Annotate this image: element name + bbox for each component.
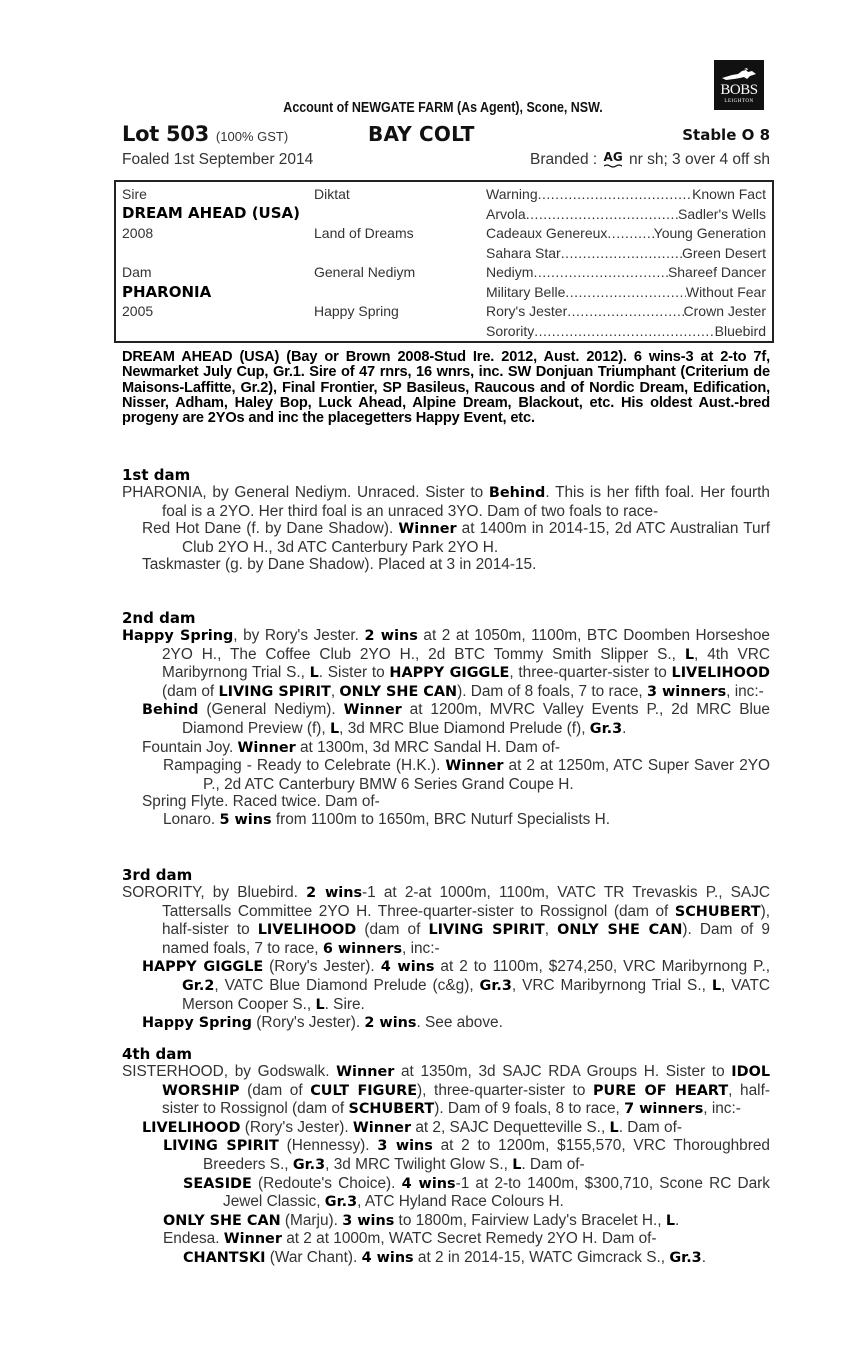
highlight-text: Winner [336,1064,395,1080]
entry-text: , inc:- [703,1100,741,1118]
entry-text: -1 at 2-at 1000m, 1100m, VATC TR Trevaskis P., SAJC Tattersalls Committee 2YO H. Three-quarter-sister to Rossignol (dam of [162,884,771,920]
highlight-text: 2 wins [364,628,418,644]
entry-text: . Dam of- [521,1155,585,1173]
branded-label: Branded : [530,151,598,168]
ancestor-damsire: Green Desert [681,244,766,261]
entry-text: Rampaging - Ready to Celebrate (H.K.). [163,757,446,775]
highlight-text: Gr.3 [669,1249,702,1266]
sire-summary: DREAM AHEAD (USA) (Bay or Brown 2008-Stud Ire. 2012, Aust. 2012). 6 wins-3 at 2-to 7f, Newmarket July Cup, Gr.1. Sire of 47 rnrs, 16 wnrs, inc. SW Donjuan Triumphant (Criterium de Maisons-Laffitte, Gr.2), Final Frontier, SP Basileus, Raucous and of Nordic Dream, Edification, Nisser, Adham, Haley Bop, Luck Ahead, Alpine Dream, Blackout, etc. His oldest Aust.-bred progeny are 2YOs and inc the placegetters Happy Event, etc. [122,349,770,427]
dam-section-2 [122,609,770,830]
highlight-text: L [309,665,319,682]
ancestor-row [486,206,766,225]
highlight-text: LIVING SPIRIT [428,922,545,939]
entry-text: Taskmaster (g. by Dane Shadow). Placed at 3 in 2014-15. [142,556,537,574]
ancestor-damsire: Bluebird [714,322,766,339]
highlight-text: L [684,646,695,663]
section-heading: 1st dam [122,466,191,484]
progeny-entry [122,1063,770,1119]
entry-text: to 1800m, Fairview Lady's Bracelet H., [394,1211,666,1229]
entry-text: at 1200m, MVRC Valley Events P., 2d MRC Blue Diamond Preview (f), [182,701,770,737]
logo-name: BOBS [720,82,758,98]
entry-text: (dam of [356,921,429,939]
dam-label: Dam [122,264,152,280]
sire-name: DREAM AHEAD (USA) [122,204,301,222]
highlight-text: 3 winners [646,683,727,700]
highlight-text: PURE OF HEART [593,1082,729,1099]
highlight-text: 4 wins [361,1249,414,1266]
lot-number [122,122,288,146]
ancestor-grandsire: Young Generation [653,225,766,241]
highlight-text: Gr.3 [292,1156,326,1173]
foaled-date: Foaled 1st September 2014 [122,151,314,168]
highlight-text: 4 wins [401,1175,456,1192]
section-entries [122,1063,770,1268]
entry-text: . This is her fifth foal. Her fourth foal is a 2YO. Her third foal is an unraced 3YO. Dam of two foals to race- [162,484,770,520]
highlight-text: L [609,1119,619,1136]
dam-name: PHARONIA [122,283,212,301]
dam-sire: General Nediym [314,264,416,280]
ancestor-row [486,264,766,283]
dam-section-4 [122,1045,770,1268]
dam-dam: Happy Spring [314,303,399,319]
entry-text: at 1350m, 3d SAJC RDA Groups H. Sister to [394,1063,732,1080]
progeny-entry [122,757,770,793]
entry-text: at 1400m in 2014-15, 2d ATC Australian Turf Club 2YO H., 3d ATC Canterbury Park 2YO H. [182,520,771,556]
entry-text: at 2, SAJC Dequetteville S., [411,1118,610,1136]
entry-text: at 2 at 1250m, ATC Super Saver 2YO P., 2d ATC Canterbury BMW 6 Series Grand Coupe H. [203,757,770,793]
entry-text: (Rory's Jester). [240,1118,353,1136]
highlight-text: 7 winners [624,1101,704,1118]
lot-header [122,122,770,148]
highlight-text: Winner [223,1231,282,1248]
entry-text: (Rory's Jester). [252,1014,365,1032]
highlight-text: ONLY SHE CAN [163,1212,281,1229]
entry-text: , 3d MRC Twilight Glow S., [325,1155,513,1173]
entry-text: , inc:- [402,939,440,957]
ancestor-row [486,323,766,342]
section-entries [122,884,770,1033]
branded-text: nr sh; 3 over 4 off sh [628,151,770,168]
highlight-text: Behind [488,485,546,501]
entry-text: . [701,1248,706,1266]
entry-text: . [622,719,627,737]
ancestor-dam: Sorority [486,322,535,339]
highlight-text: CULT FIGURE [310,1082,418,1099]
highlight-text: Happy Spring [142,1015,252,1032]
progeny-entry [122,1014,770,1033]
entry-text: Lonaro. [163,810,220,828]
progeny-entry [122,627,770,701]
highlight-text: Winner [237,739,296,756]
horse-description: BAY COLT [368,122,475,146]
progeny-entry [122,520,770,556]
entry-text: (Redoute's Choice). [251,1174,402,1192]
ancestor-sire: Warning [486,186,538,202]
entry-text: at 1300m, 3d MRC Sandal H. Dam of- [295,738,561,756]
entry-text: ), half-sister to [162,902,770,939]
highlight-text: HAPPY GIGGLE [142,959,264,976]
entry-text: SORORITY, by Bluebird. [122,884,307,901]
highlight-text: Gr.2 [182,977,215,994]
lot-label: Lot 503 [122,122,209,146]
entry-text: , ATC Hyland Race Colours H. [357,1193,564,1211]
entry-text: , 3d MRC Blue Diamond Prelude (f), [339,719,590,737]
ancestor-grandsire: Shareef Dancer [667,264,766,280]
highlight-text: HAPPY GIGGLE [389,665,510,682]
entry-text: PHARONIA, by General Nediym. Unraced. Sister to [122,484,489,501]
entry-text: (Rory's Jester). [263,958,381,976]
highlight-text: LIVING SPIRIT [163,1138,279,1155]
highlight-text: ONLY SHE CAN [557,922,683,939]
progeny-entry [122,1249,770,1268]
entry-text: , by Rory's Jester. [233,627,365,644]
horse-jumper-icon [720,68,758,82]
entry-text: , VRC Maribyrnong Trial S., [511,976,712,994]
highlight-text: Happy Spring [122,628,234,644]
brand-mark-icon [604,150,623,164]
sire-label: Sire [122,186,147,202]
entry-text: at 2 to 1100m, $274,250, VRC Maribyrnong P., [434,958,770,976]
highlight-text: SCHUBERT [674,903,761,920]
ancestor-dam: Military Belle [486,283,566,300]
entry-text: , [330,682,340,700]
progeny-entry [122,739,770,758]
ancestor-row [486,186,766,205]
entry-text: , VATC Merson Cooper S., [182,976,770,1013]
entry-text: (General Nediym). [198,701,344,719]
progeny-entry [122,701,770,738]
entry-text: . Sire. [324,995,365,1013]
entry-text: Fountain Joy. [142,738,238,756]
entry-text: . [674,1211,680,1229]
highlight-text: SCHUBERT [348,1101,435,1118]
entry-text: (War Chant). [265,1248,362,1266]
entry-text: (dam of [239,1081,311,1099]
logo-subtitle: LEIGHTON [724,99,754,104]
highlight-text: 3 wins [342,1212,395,1229]
highlight-text: 2 wins [364,1015,417,1032]
section-heading: 3rd dam [122,866,193,884]
highlight-text: L [512,1156,522,1173]
entry-text: SISTERHOOD, by Godswalk. [122,1063,337,1080]
foaling-brand-row [122,151,770,171]
entry-text: ). Dam of 9 foals, 8 to race, [434,1100,625,1118]
entry-text: . Sister to [318,664,390,682]
ancestor-dam: Arvola [486,205,526,222]
entry-text: -1 at 2-to 1400m, $300,710, Scone RC Dark Jewel Classic, [223,1174,771,1211]
gst-note: (100% GST) [215,129,289,144]
highlight-text: 6 winners [322,940,403,957]
entry-text: ). Dam of 9 named foals, 7 to race, [162,921,770,957]
highlight-text: Behind [142,702,199,719]
highlight-text: 2 wins [306,885,363,901]
dam-section-1 [122,466,770,574]
highlight-text: L [711,977,721,994]
entry-text: Endesa. [163,1230,224,1248]
highlight-text: LIVELIHOOD [671,665,771,682]
progeny-entry [122,1119,770,1138]
section-entries [122,484,770,574]
highlight-text: Gr.3 [589,720,623,737]
highlight-text: LIVELIHOOD [257,922,357,939]
entry-text: (Marju). [280,1211,343,1229]
progeny-entry [122,958,770,1014]
highlight-text: ONLY SHE CAN [339,683,458,700]
entry-text: . See above. [416,1014,503,1032]
entry-text: , inc:- [726,682,764,700]
highlight-text: LIVELIHOOD [142,1119,241,1136]
highlight-text: L [665,1212,675,1229]
dam-section-3 [122,866,770,1033]
ancestor-row [486,303,766,322]
entry-text: Red Hot Dane (f. by Dane Shadow). [142,520,399,538]
entry-text: . Dam of- [618,1118,682,1136]
highlight-text: Winner [398,521,457,538]
brand-mark-text: AG [603,150,623,164]
progeny-entry [122,884,770,958]
progeny-entry [122,811,770,830]
ancestor-row [486,245,766,264]
ancestor-row [486,284,766,303]
highlight-text: Winner [343,702,402,719]
sire-dam: Land of Dreams [314,225,414,241]
highlight-text: Winner [445,758,504,775]
entry-text: , 4th VRC Maribyrnong Trial S., [162,645,770,682]
section-heading: 4th dam [122,1045,192,1063]
brand-info [530,151,770,169]
entry-text: at 2 at 1000m, WATC Secret Remedy 2YO H. Dam of- [281,1230,657,1248]
ancestor-damsire: Without Fear [685,283,766,300]
pedigree-table [114,180,774,343]
ancestor-sire: Nediym [486,264,534,280]
highlight-text: 4 wins [380,959,435,976]
entry-text: ). Dam of 8 foals, 7 to race, [457,682,647,700]
ancestor-row [486,225,766,244]
entry-text: , three-quarter-sister to [509,664,672,682]
ancestor-grandsire: Known Fact [692,186,766,202]
ancestor-damsire: Sadler's Wells [678,205,766,222]
sire-year: 2008 [122,225,154,241]
progeny-entry [122,1230,770,1249]
entry-text: (Hennessy). [278,1137,378,1155]
highlight-text: Gr.3 [324,1194,358,1211]
entry-text: (dam of [162,682,219,700]
progeny-entry [122,484,770,520]
entry-text: from 1100m to 1650m, BRC Nuturf Specialists H. [271,810,610,828]
section-heading: 2nd dam [122,609,196,627]
ancestor-grandsire: Crown Jester [683,303,766,319]
highlight-text: IDOL WORSHIP [162,1064,770,1099]
stable-location: Stable O 8 [682,126,770,144]
ancestor-sire: Cadeaux Genereux [486,225,608,241]
entry-text: at 2 at 1050m, 1100m, BTC Doomben Horseshoe 2YO H., The Coffee Club 2YO H., 2d BTC Tommy Smith Slipper S., [162,627,770,663]
highlight-text: LIVING SPIRIT [218,683,331,700]
highlight-text: CHANTSKI [183,1249,266,1266]
highlight-text: Winner [352,1119,412,1136]
section-entries [122,627,770,830]
highlight-text: SEASIDE [183,1175,252,1192]
progeny-entry [122,1137,770,1174]
highlight-text: L [329,720,340,737]
highlight-text: 5 wins [219,811,272,828]
ancestor-sire: Rory's Jester [486,303,568,319]
entry-text: ), three-quarter-sister to [417,1081,593,1099]
progeny-entry [122,1212,770,1231]
highlight-text: Gr.3 [479,977,512,994]
progeny-entry [122,1175,770,1212]
vendor-account: Account of NEWGATE FARM (As Agent), Scone, NSW. [283,100,603,116]
dam-year: 2005 [122,303,154,319]
entry-text: at 2 in 2014-15, WATC Gimcrack S., [413,1248,670,1266]
progeny-entry [122,556,770,574]
highlight-text: 3 wins [377,1138,433,1155]
entry-text: , VATC Blue Diamond Prelude (c&g), [214,976,480,994]
entry-text: at 2 to 1200m, $155,570, VRC Thoroughbred Breeders S., [203,1137,770,1173]
entry-text: , half-sister to Rossignol (dam of [162,1081,771,1118]
sire-sire: Diktat [314,186,350,202]
progeny-entry [122,793,770,811]
ancestor-dam: Sahara Star [486,244,561,261]
entry-text: Spring Flyte. Raced twice. Dam of- [142,793,380,811]
highlight-text: L [315,996,325,1013]
entry-text: , [544,921,558,939]
